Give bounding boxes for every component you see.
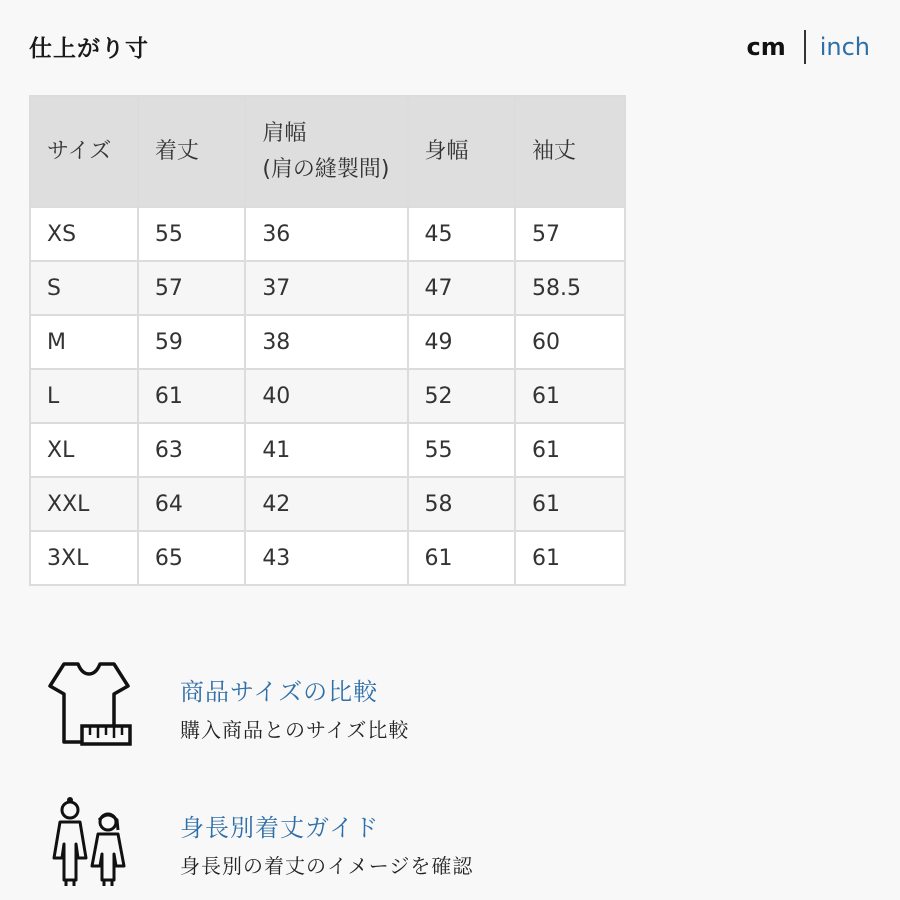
cell-length: 57	[138, 261, 245, 315]
table-row	[30, 477, 625, 531]
tshirt-ruler-icon	[44, 658, 134, 752]
cell-body-width: 47	[408, 261, 515, 315]
cell-length: 61	[138, 369, 245, 423]
header-sleeve	[515, 96, 625, 207]
table-row	[30, 207, 625, 261]
cell-shoulder: 41	[245, 423, 407, 477]
cell-shoulder: 43	[245, 531, 407, 585]
height-guide-title[interactable]: 身長別着丈ガイド	[180, 814, 380, 842]
table-row	[30, 369, 625, 423]
unit-toggle	[746, 30, 870, 64]
size-compare-title[interactable]: 商品サイズの比較	[180, 678, 379, 706]
cell-sleeve: 58.5	[515, 261, 625, 315]
cell-body-width: 61	[408, 531, 515, 585]
cell-length: 59	[138, 315, 245, 369]
height-guide-subtitle: 身長別の着丈のイメージを確認	[180, 854, 474, 878]
page-title: 仕上がり寸	[29, 36, 149, 62]
cell-size: XS	[30, 207, 138, 261]
unit-divider	[804, 30, 806, 64]
header-label: 肩幅	[262, 120, 307, 146]
cell-length: 63	[138, 423, 245, 477]
cell-size: XL	[30, 423, 138, 477]
header-sublabel: (肩の縫製間)	[262, 156, 390, 182]
cell-body-width: 58	[408, 477, 515, 531]
header-label: サイズ	[47, 138, 112, 164]
cell-body-width: 45	[408, 207, 515, 261]
cell-sleeve: 60	[515, 315, 625, 369]
cell-body-width: 52	[408, 369, 515, 423]
header-label: 着丈	[154, 138, 199, 164]
cell-length: 55	[138, 207, 245, 261]
unit-inch-option[interactable]: inch	[819, 33, 870, 61]
cell-shoulder: 42	[245, 477, 407, 531]
header-label: 身幅	[424, 138, 469, 164]
cell-size: M	[30, 315, 138, 369]
header-length	[138, 96, 245, 207]
header-label: 袖丈	[532, 138, 577, 164]
cell-sleeve: 61	[515, 531, 625, 585]
cell-size: XXL	[30, 477, 138, 531]
cell-sleeve: 61	[515, 369, 625, 423]
table-row	[30, 423, 625, 477]
unit-cm-option[interactable]: cm	[746, 33, 786, 61]
table-row	[30, 531, 625, 585]
cell-size: S	[30, 261, 138, 315]
cell-shoulder: 38	[245, 315, 407, 369]
cell-length: 64	[138, 477, 245, 531]
table-header-row	[30, 96, 625, 207]
cell-body-width: 49	[408, 315, 515, 369]
cell-sleeve: 61	[515, 423, 625, 477]
table-row	[30, 315, 625, 369]
cell-sleeve: 61	[515, 477, 625, 531]
people-height-icon	[48, 796, 132, 892]
cell-shoulder: 36	[245, 207, 407, 261]
header-size	[30, 96, 138, 207]
cell-size: 3XL	[30, 531, 138, 585]
table-row	[30, 261, 625, 315]
height-guide-link[interactable]	[0, 790, 900, 890]
cell-size: L	[30, 369, 138, 423]
size-compare-subtitle: 購入商品とのサイズ比較	[180, 718, 410, 742]
size-compare-link[interactable]	[0, 650, 900, 750]
header-shoulder	[245, 96, 407, 207]
header-body-width	[408, 96, 515, 207]
size-table	[29, 95, 626, 586]
cell-shoulder: 37	[245, 261, 407, 315]
cell-length: 65	[138, 531, 245, 585]
cell-sleeve: 57	[515, 207, 625, 261]
cell-body-width: 55	[408, 423, 515, 477]
cell-shoulder: 40	[245, 369, 407, 423]
